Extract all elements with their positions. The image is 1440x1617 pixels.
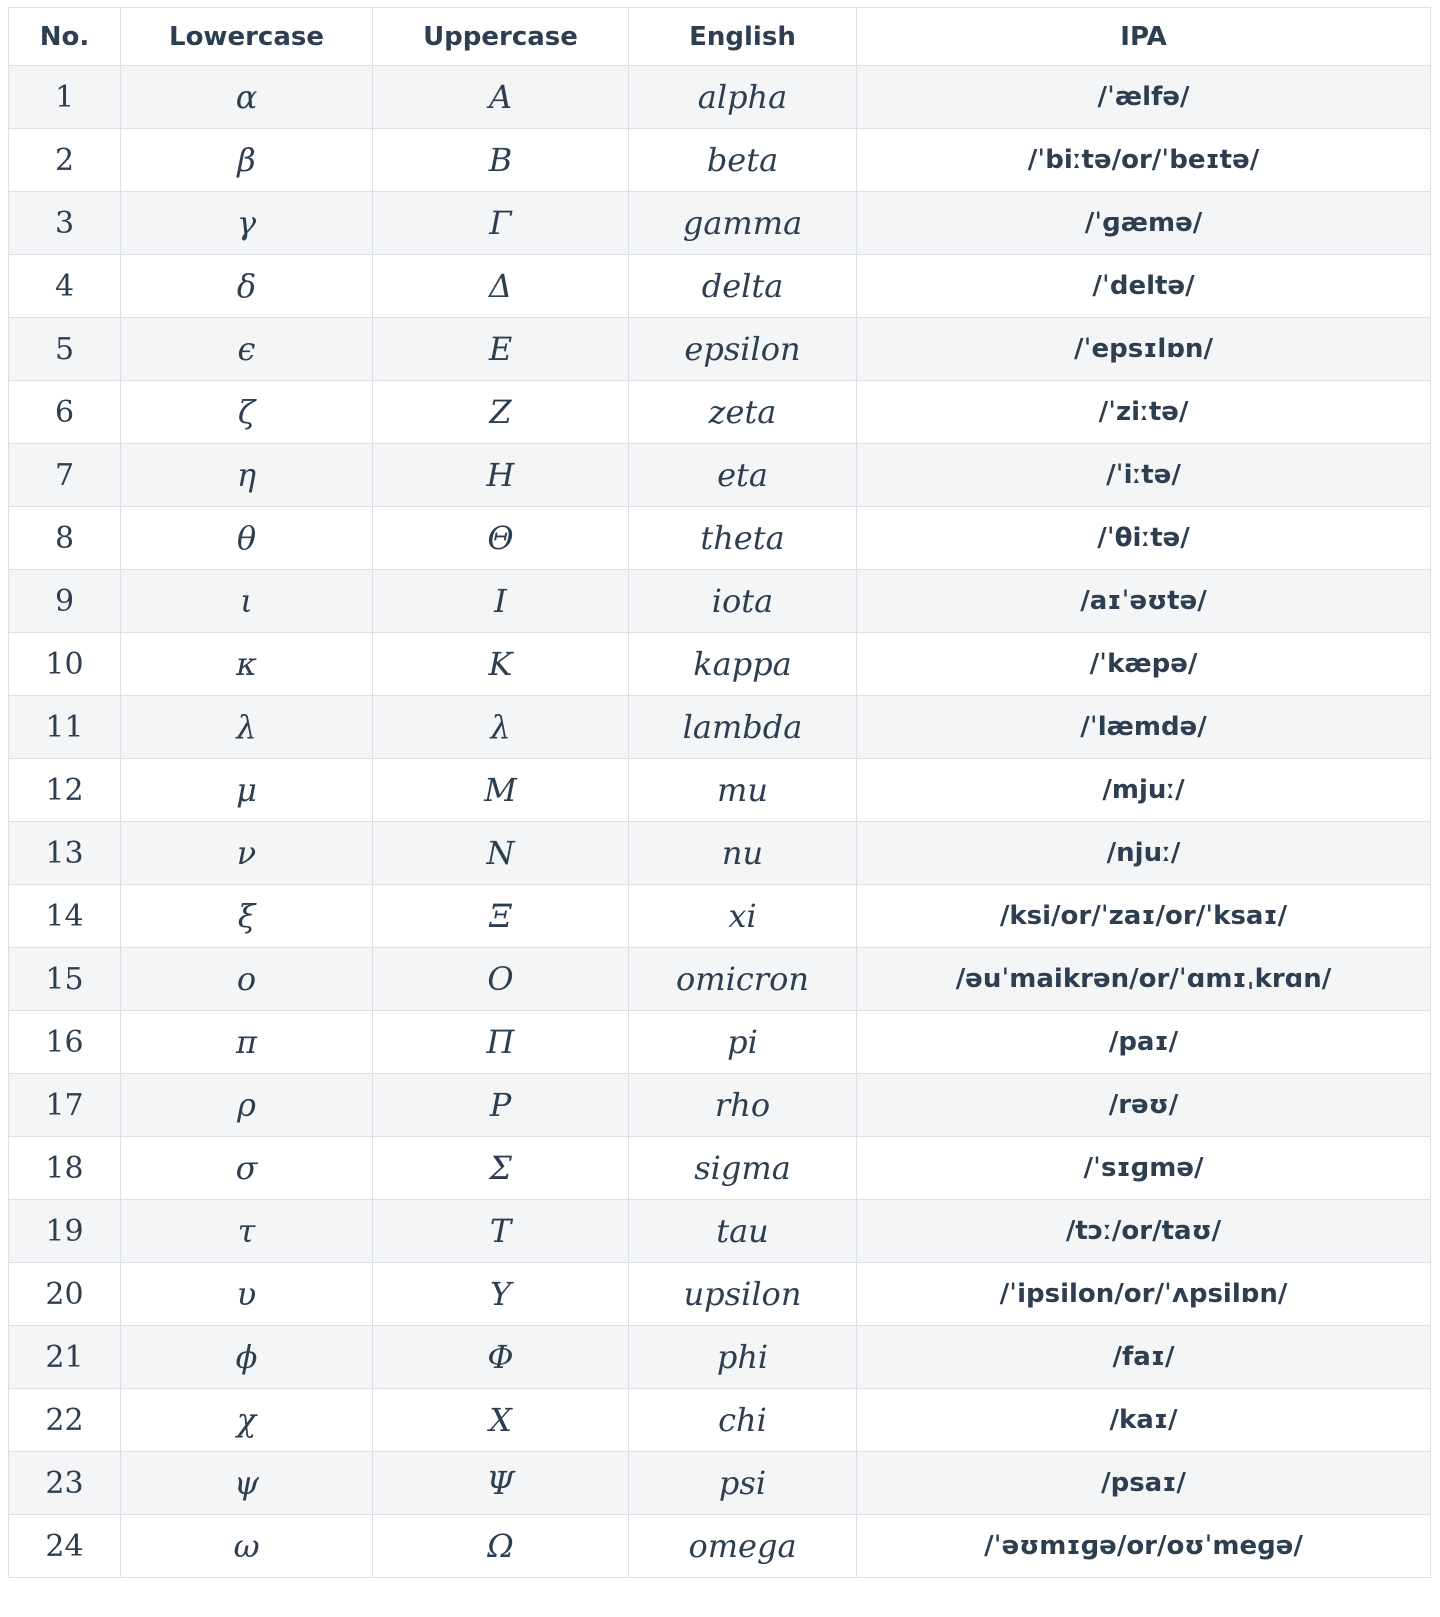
cell-uppercase: Π — [373, 1011, 629, 1074]
cell-lowercase: ω — [121, 1515, 373, 1578]
table-row — [9, 885, 1431, 948]
cell-ipa: /rəʊ/ — [857, 1074, 1431, 1137]
cell-no: 20 — [9, 1263, 121, 1326]
cell-no: 17 — [9, 1074, 121, 1137]
cell-uppercase: M — [373, 759, 629, 822]
cell-lowercase: χ — [121, 1389, 373, 1452]
cell-lowercase: ρ — [121, 1074, 373, 1137]
cell-uppercase: Γ — [373, 192, 629, 255]
table-row — [9, 1200, 1431, 1263]
table-row — [9, 381, 1431, 444]
greek-alphabet-table-container — [8, 7, 1430, 1578]
table-row — [9, 948, 1431, 1011]
cell-ipa: /ˈbiːtə/or/ˈbeɪtə/ — [857, 129, 1431, 192]
cell-ipa: /ˈælfə/ — [857, 66, 1431, 129]
cell-english: xi — [629, 885, 857, 948]
cell-uppercase: A — [373, 66, 629, 129]
cell-lowercase: σ — [121, 1137, 373, 1200]
cell-no: 1 — [9, 66, 121, 129]
cell-no: 3 — [9, 192, 121, 255]
table-row — [9, 444, 1431, 507]
cell-no: 11 — [9, 696, 121, 759]
cell-english: iota — [629, 570, 857, 633]
cell-lowercase: υ — [121, 1263, 373, 1326]
cell-lowercase: η — [121, 444, 373, 507]
cell-english: eta — [629, 444, 857, 507]
cell-english: omicron — [629, 948, 857, 1011]
table-row — [9, 1074, 1431, 1137]
cell-uppercase: Z — [373, 381, 629, 444]
cell-ipa: /ˈkæpə/ — [857, 633, 1431, 696]
cell-english: zeta — [629, 381, 857, 444]
cell-english: omega — [629, 1515, 857, 1578]
cell-lowercase: κ — [121, 633, 373, 696]
cell-ipa: /ˈepsɪlɒn/ — [857, 318, 1431, 381]
cell-ipa: /njuː/ — [857, 822, 1431, 885]
cell-lowercase: ι — [121, 570, 373, 633]
cell-ipa: /ksi/or/ˈzaɪ/or/ˈksaɪ/ — [857, 885, 1431, 948]
cell-uppercase: Φ — [373, 1326, 629, 1389]
cell-lowercase: ϕ — [121, 1326, 373, 1389]
cell-no: 13 — [9, 822, 121, 885]
cell-english: sigma — [629, 1137, 857, 1200]
table-row — [9, 822, 1431, 885]
cell-english: lambda — [629, 696, 857, 759]
cell-ipa: /ˈlæmdə/ — [857, 696, 1431, 759]
cell-lowercase: β — [121, 129, 373, 192]
cell-uppercase: Ψ — [373, 1452, 629, 1515]
cell-uppercase: Σ — [373, 1137, 629, 1200]
cell-english: upsilon — [629, 1263, 857, 1326]
greek-alphabet-table — [8, 7, 1431, 1578]
cell-ipa: /psaɪ/ — [857, 1452, 1431, 1515]
cell-ipa: /ˈziːtə/ — [857, 381, 1431, 444]
table-row — [9, 1389, 1431, 1452]
cell-uppercase: Ξ — [373, 885, 629, 948]
cell-english: rho — [629, 1074, 857, 1137]
cell-uppercase: Υ — [373, 1263, 629, 1326]
cell-english: gamma — [629, 192, 857, 255]
cell-lowercase: π — [121, 1011, 373, 1074]
cell-ipa: /aɪˈəʊtə/ — [857, 570, 1431, 633]
cell-no: 18 — [9, 1137, 121, 1200]
cell-english: tau — [629, 1200, 857, 1263]
header-lowercase: Lowercase — [121, 8, 373, 66]
cell-no: 8 — [9, 507, 121, 570]
cell-uppercase: K — [373, 633, 629, 696]
cell-ipa: /ˈdeltə/ — [857, 255, 1431, 318]
cell-uppercase: Θ — [373, 507, 629, 570]
cell-uppercase: E — [373, 318, 629, 381]
cell-uppercase: Ω — [373, 1515, 629, 1578]
cell-lowercase: θ — [121, 507, 373, 570]
header-no: No. — [9, 8, 121, 66]
cell-ipa: /faɪ/ — [857, 1326, 1431, 1389]
cell-english: delta — [629, 255, 857, 318]
cell-lowercase: ξ — [121, 885, 373, 948]
cell-english: theta — [629, 507, 857, 570]
cell-lowercase: ν — [121, 822, 373, 885]
cell-no: 12 — [9, 759, 121, 822]
cell-lowercase: ζ — [121, 381, 373, 444]
cell-uppercase: Δ — [373, 255, 629, 318]
cell-uppercase: X — [373, 1389, 629, 1452]
cell-uppercase: H — [373, 444, 629, 507]
cell-ipa: /kaɪ/ — [857, 1389, 1431, 1452]
table-row — [9, 570, 1431, 633]
cell-english: pi — [629, 1011, 857, 1074]
table-body — [9, 66, 1431, 1578]
cell-no: 5 — [9, 318, 121, 381]
cell-no: 19 — [9, 1200, 121, 1263]
header-english: English — [629, 8, 857, 66]
cell-uppercase: I — [373, 570, 629, 633]
cell-uppercase: B — [373, 129, 629, 192]
table-row — [9, 129, 1431, 192]
cell-english: phi — [629, 1326, 857, 1389]
cell-ipa: /əuˈmaikrən/or/ˈɑmɪˌkrɑn/ — [857, 948, 1431, 1011]
cell-no: 14 — [9, 885, 121, 948]
table-row — [9, 633, 1431, 696]
table-row — [9, 66, 1431, 129]
header-uppercase: Uppercase — [373, 8, 629, 66]
cell-ipa: /ˈθiːtə/ — [857, 507, 1431, 570]
cell-english: mu — [629, 759, 857, 822]
cell-ipa: /tɔː/or/taʊ/ — [857, 1200, 1431, 1263]
table-row — [9, 1326, 1431, 1389]
cell-no: 4 — [9, 255, 121, 318]
cell-ipa: /ˈsɪɡmə/ — [857, 1137, 1431, 1200]
cell-lowercase: μ — [121, 759, 373, 822]
cell-lowercase: ϵ — [121, 318, 373, 381]
cell-no: 10 — [9, 633, 121, 696]
cell-english: psi — [629, 1452, 857, 1515]
table-row — [9, 1263, 1431, 1326]
cell-lowercase: δ — [121, 255, 373, 318]
cell-lowercase: γ — [121, 192, 373, 255]
cell-english: chi — [629, 1389, 857, 1452]
cell-ipa: /mjuː/ — [857, 759, 1431, 822]
header-row — [9, 8, 1431, 66]
cell-ipa: /ˈiːtə/ — [857, 444, 1431, 507]
table-row — [9, 255, 1431, 318]
cell-no: 15 — [9, 948, 121, 1011]
cell-uppercase: P — [373, 1074, 629, 1137]
cell-english: epsilon — [629, 318, 857, 381]
cell-uppercase: N — [373, 822, 629, 885]
cell-no: 23 — [9, 1452, 121, 1515]
cell-ipa: /ˈipsilon/or/ˈʌpsilɒn/ — [857, 1263, 1431, 1326]
cell-no: 2 — [9, 129, 121, 192]
cell-uppercase: T — [373, 1200, 629, 1263]
header-ipa: IPA — [857, 8, 1431, 66]
table-row — [9, 1137, 1431, 1200]
table-header — [9, 8, 1431, 66]
cell-no: 21 — [9, 1326, 121, 1389]
cell-english: kappa — [629, 633, 857, 696]
cell-no: 22 — [9, 1389, 121, 1452]
cell-no: 9 — [9, 570, 121, 633]
cell-lowercase: α — [121, 66, 373, 129]
table-row — [9, 1011, 1431, 1074]
cell-no: 6 — [9, 381, 121, 444]
cell-lowercase: ψ — [121, 1452, 373, 1515]
cell-ipa: /ˈəʊmɪɡə/or/oʊˈmeɡə/ — [857, 1515, 1431, 1578]
cell-no: 16 — [9, 1011, 121, 1074]
cell-english: nu — [629, 822, 857, 885]
cell-lowercase: ο — [121, 948, 373, 1011]
cell-no: 7 — [9, 444, 121, 507]
cell-uppercase: λ — [373, 696, 629, 759]
table-row — [9, 318, 1431, 381]
cell-ipa: /paɪ/ — [857, 1011, 1431, 1074]
cell-english: alpha — [629, 66, 857, 129]
cell-uppercase: O — [373, 948, 629, 1011]
table-row — [9, 696, 1431, 759]
cell-lowercase: λ — [121, 696, 373, 759]
table-row — [9, 1452, 1431, 1515]
cell-english: beta — [629, 129, 857, 192]
table-row — [9, 507, 1431, 570]
table-row — [9, 1515, 1431, 1578]
cell-ipa: /ˈɡæmə/ — [857, 192, 1431, 255]
table-row — [9, 759, 1431, 822]
table-row — [9, 192, 1431, 255]
cell-no: 24 — [9, 1515, 121, 1578]
cell-lowercase: τ — [121, 1200, 373, 1263]
